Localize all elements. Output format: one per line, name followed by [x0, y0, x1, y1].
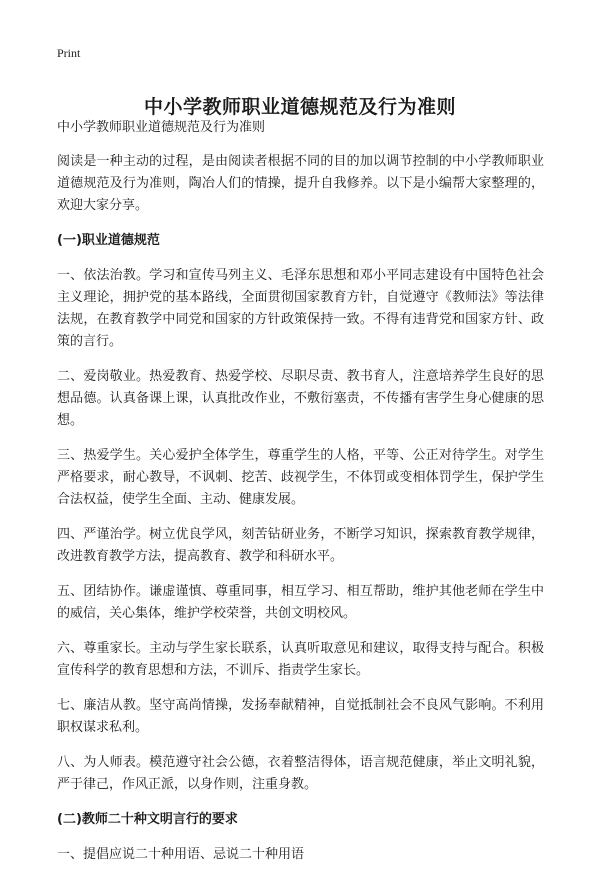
rule-item-7: 七、廉洁从教。坚守高尚情操，发扬奉献精神，自觉抵制社会不良风气影响。不利用职权谋求私利。 [57, 698, 544, 735]
rule-item-3: 三、热爱学生。关心爱护全体学生，尊重学生的人格，平等、公正对待学生。对学生严格要求，耐心教导，不讽刺、挖苦、歧视学生，不体罚或变相体罚学生，保护学生合法权益，使学生全面、主动、健康发展。 [57, 448, 544, 507]
document-subtitle: 中小学教师职业道德规范及行为准则 [57, 120, 266, 135]
document-body [57, 117, 544, 879]
rule-item-1: 一、依法治教。学习和宣传马列主义、毛泽东思想和邓小平同志建设有中国特色社会主义理论，拥护党的基本路线，全面贯彻国家教育方针，自觉遵守《教师法》等法律法规，在教育教学中同党和国家的方针政策保持一致。不得有违背党和国家方针、政策的言行。 [57, 268, 544, 349]
intro-paragraph: 阅读是一种主动的过程，是由阅读者根据不同的目的加以调节控制的中小学教师职业道德规范及行为准则，陶冶人们的情操，提升自我修养。以下是小编帮大家整理的，欢迎大家分享。 [57, 154, 544, 213]
section-heading-ethics: (一)职业道德规范 [57, 233, 160, 248]
rule-item-4: 四、严谨治学。树立优良学风，刻苦钻研业务，不断学习知识，探索教育教学规律，改进教育教学方法，提高教育、教学和科研水平。 [57, 527, 544, 564]
section-heading-conduct: (二)教师二十种文明言行的要求 [57, 812, 238, 827]
rule-item-8: 八、为人师表。模范遵守社会公德，衣着整洁得体，语言规范健康，举止文明礼貌，严于律己，作风正派，以身作则，注重身教。 [57, 755, 544, 792]
rule-item-6: 六、尊重家长。主动与学生家长联系，认真听取意见和建议，取得支持与配合。积极宣传科学的教育思想和方法，不训斥、指责学生家长。 [57, 641, 544, 678]
rule-item-2: 二、爱岗敬业。热爱教育、热爱学校、尽职尽责、教书育人，注意培养学生良好的思想品德。认真备课上课，认真批改作业，不敷衍塞责，不传播有害学生身心健康的思想。 [57, 369, 544, 428]
rule-item-5: 五、团结协作。谦虚谨慎、尊重同事，相互学习、相互帮助，维护其他老师在学生中的威信，关心集体，维护学校荣誉，共创文明校风。 [57, 584, 544, 621]
document-title: 中小学教师职业道德规范及行为准则 [143, 95, 456, 118]
conduct-item-1: 一、提倡应说二十种用语、忌说二十种用语 [57, 847, 305, 862]
print-link[interactable]: Print [57, 46, 81, 60]
